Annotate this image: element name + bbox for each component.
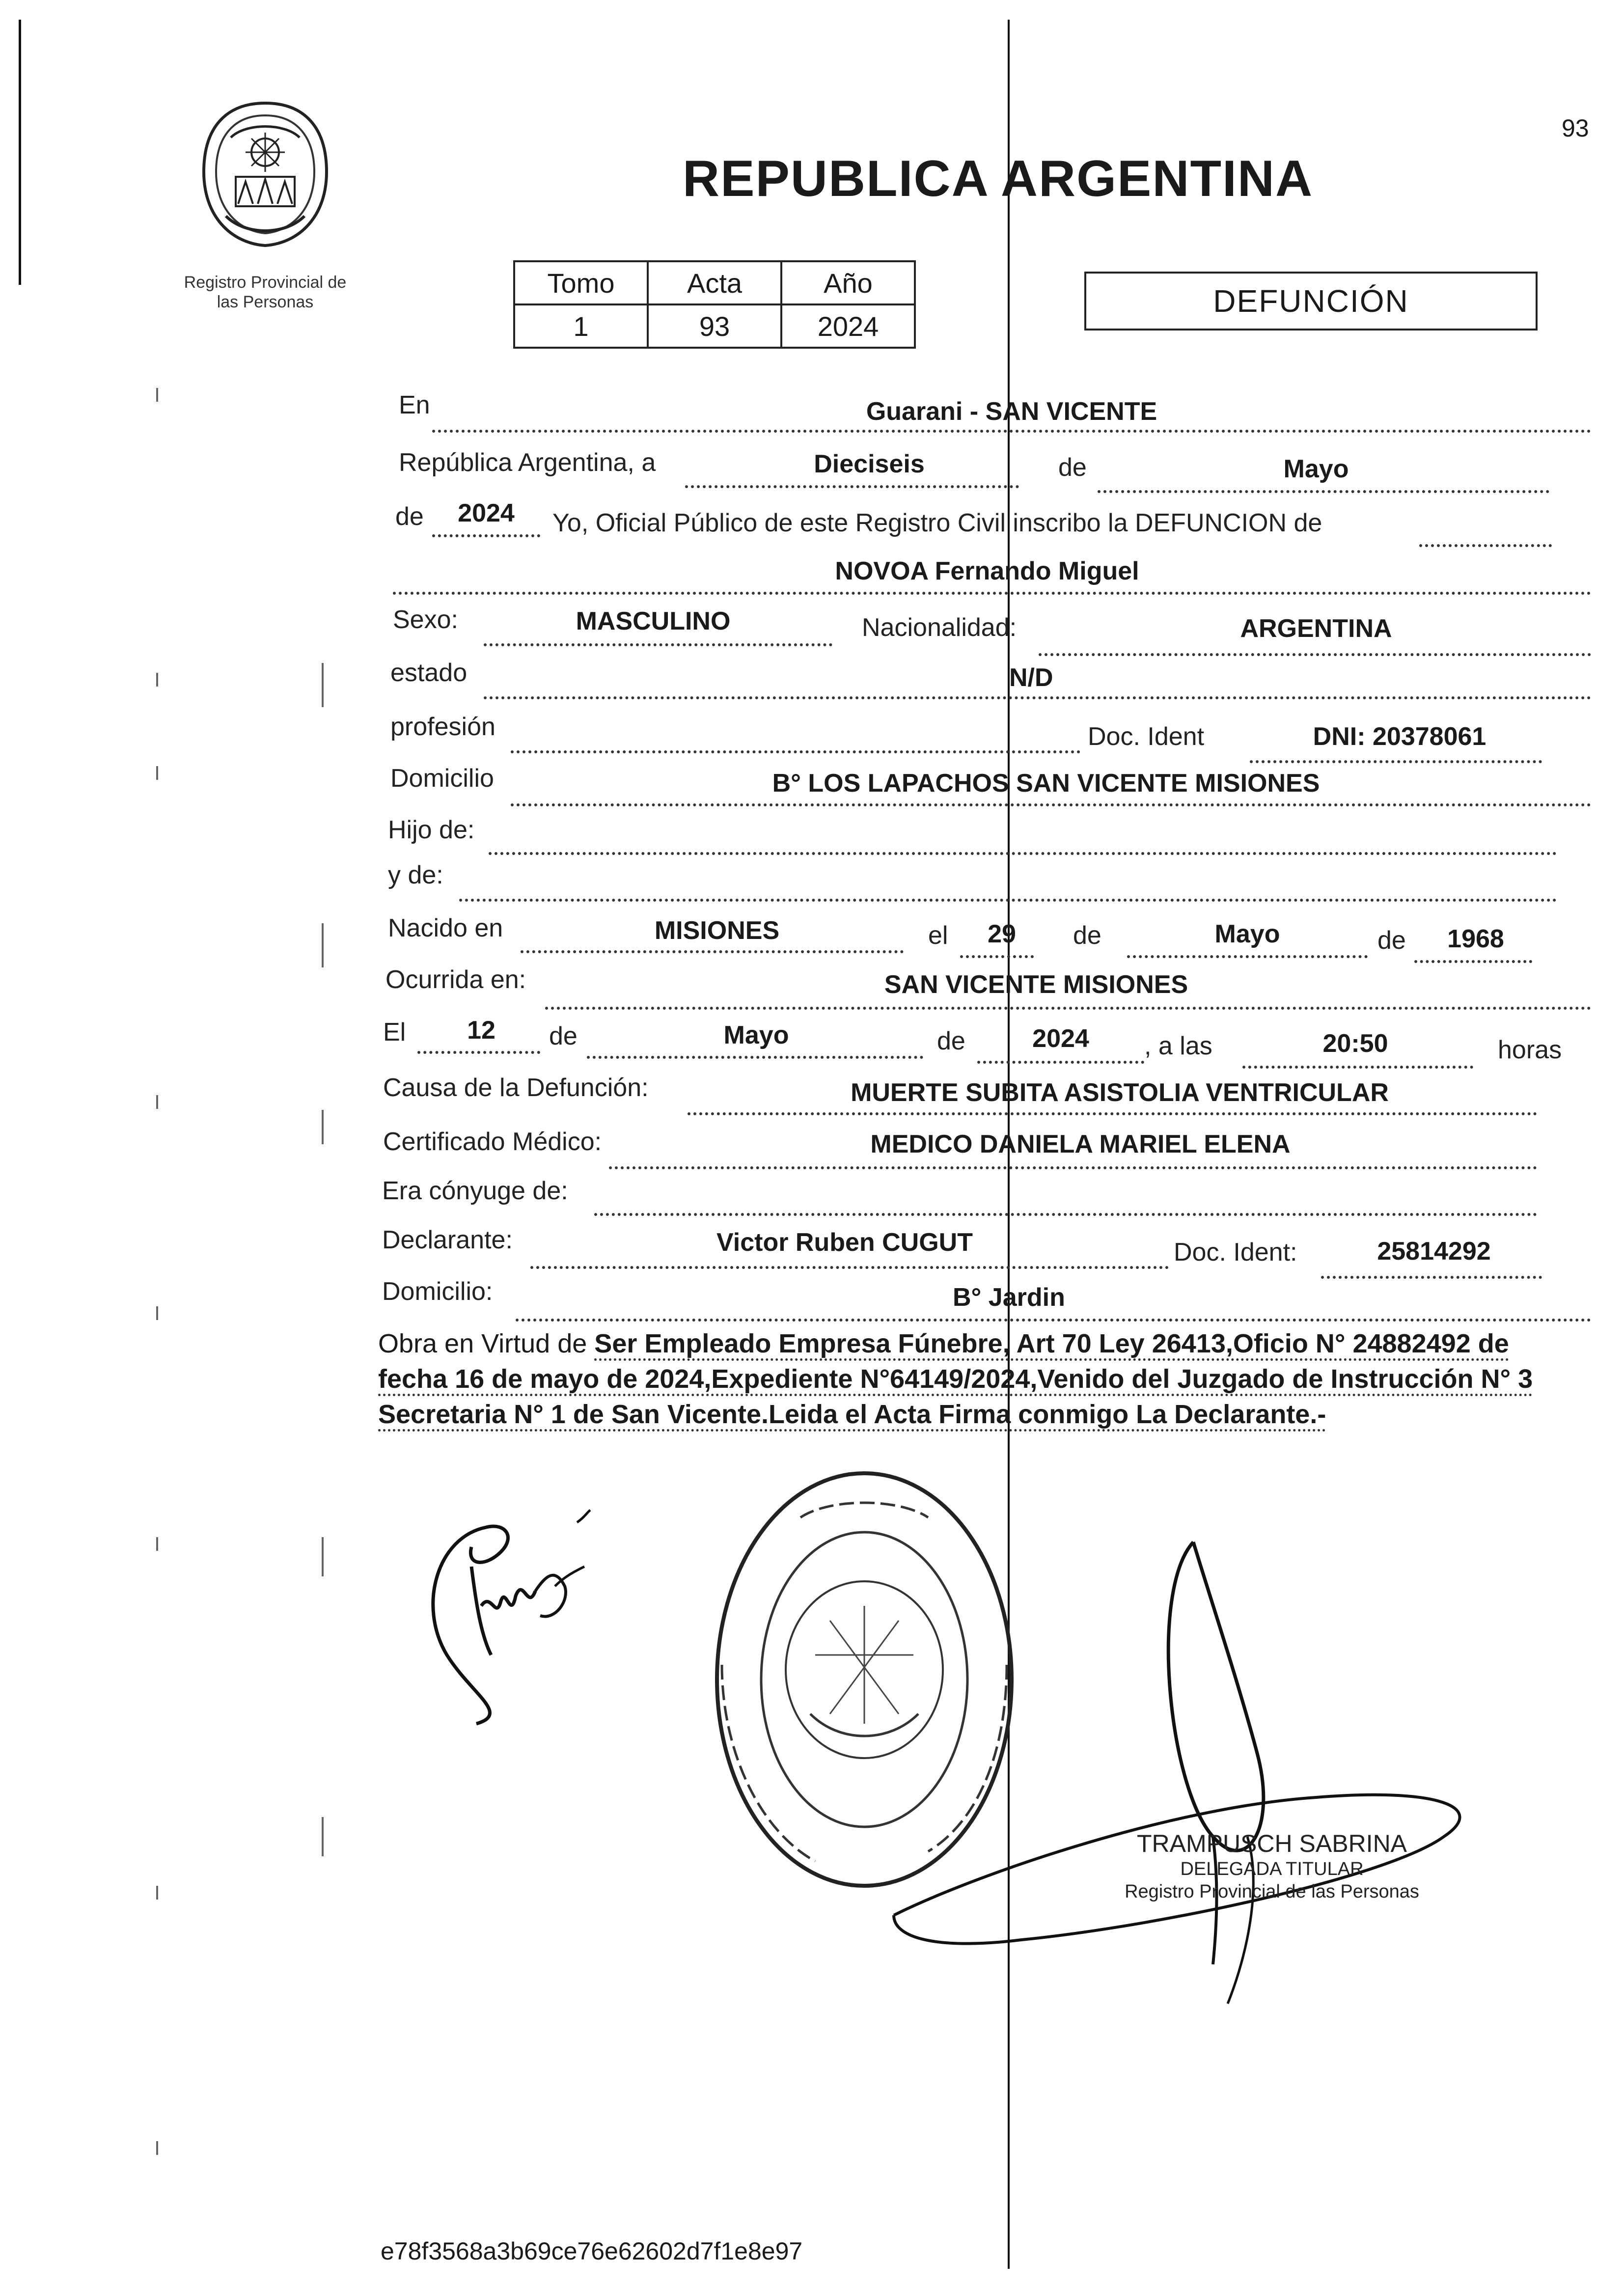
seal-caption-line2: las Personas (217, 293, 314, 311)
registry-table (513, 260, 916, 349)
nac-anio-dotted-line (1414, 960, 1532, 963)
estado-value: N/D (1009, 663, 1053, 692)
en-value: Guarani - SAN VICENTE (866, 397, 1157, 426)
fall-de-label: de (549, 1022, 578, 1050)
el-label: el (928, 921, 948, 950)
ocurrida-label: Ocurrida en: (385, 965, 526, 994)
registry-value-anio: 2024 (781, 304, 915, 348)
dia-value: Dieciseis (814, 450, 925, 478)
provincial-seal-icon (196, 98, 334, 250)
declarante-dotted-line (530, 1266, 1169, 1269)
document-type-box: DEFUNCIÓN (1084, 272, 1538, 331)
certificado-dotted-line (609, 1166, 1537, 1169)
conyuge-dotted-line (594, 1213, 1537, 1216)
seal-caption-line1: Registro Provincial de (184, 273, 347, 292)
decl-doc-dotted-line (1321, 1276, 1542, 1279)
en-dotted-line (432, 430, 1591, 433)
sexo-label: Sexo: (393, 606, 458, 634)
sexo-value: MASCULINO (576, 607, 731, 635)
doc-ident-value: DNI: 20378061 (1313, 722, 1486, 751)
hora-value: 20:50 (1322, 1029, 1388, 1058)
el2-label: El (383, 1018, 406, 1047)
fall-anio-dotted-line (977, 1061, 1144, 1064)
domicilio-dotted-line (511, 803, 1591, 806)
nac-mes-dotted-line (1127, 955, 1368, 958)
doc-ident-label: Doc. Ident (1088, 722, 1205, 751)
certificado-value: MEDICO DANIELA MARIEL ELENA (870, 1130, 1291, 1158)
official-name: TRAMPUSCH SABRINA (1136, 1830, 1407, 1857)
anio-value: 2024 (458, 499, 515, 527)
registry-header-anio: Año (781, 261, 915, 304)
seal-caption (162, 273, 368, 312)
republica-label: República Argentina, a (399, 448, 656, 477)
fall-mes-value: Mayo (723, 1021, 789, 1049)
estado-dotted-line (484, 696, 1591, 699)
official-signature (874, 1532, 1503, 2018)
official-office: Registro Provincial de las Personas (1125, 1881, 1419, 1902)
nombre-value: NOVOA Fernando Miguel (835, 557, 1139, 585)
yde-dotted-line (459, 899, 1557, 902)
declarante-label: Declarante: (382, 1226, 513, 1254)
ocurrida-value: SAN VICENTE MISIONES (884, 970, 1188, 999)
mes-dotted-line (1098, 490, 1549, 493)
nac-de-label: de (1073, 921, 1101, 950)
scan-edge-line (19, 20, 21, 285)
dia-dotted-line (685, 485, 1019, 488)
nac-mes-value: Mayo (1214, 920, 1280, 948)
certificado-label: Certificado Médico: (383, 1128, 602, 1156)
domicilio-label: Domicilio (390, 764, 494, 793)
horas-label: horas (1498, 1036, 1562, 1064)
registry-value-acta: 93 (648, 304, 781, 348)
conyuge-label: Era cónyuge de: (382, 1177, 568, 1205)
decl-domicilio-label: Domicilio: (382, 1277, 493, 1306)
doc-ident-dotted-line (1250, 760, 1542, 763)
nac-dia-dotted-line (960, 955, 1034, 958)
causa-value: MUERTE SUBITA ASISTOLIA VENTRICULAR (851, 1078, 1389, 1107)
nacido-dotted-line (521, 950, 904, 953)
official-name-stamp (1100, 1829, 1444, 1903)
nombre-dotted-line (393, 592, 1591, 595)
official-role: DELEGADA TITULAR (1180, 1859, 1364, 1879)
decl-domicilio-value: B° Jardin (953, 1283, 1065, 1312)
de2-label: de (395, 502, 424, 531)
hijo-dotted-line (489, 852, 1557, 855)
inscribo-dotted-line (1419, 544, 1552, 547)
hora-dotted-line (1242, 1066, 1473, 1069)
en-label: En (399, 391, 430, 419)
profesion-label: profesión (390, 713, 495, 741)
causa-label: Causa de la Defunción: (383, 1074, 649, 1102)
yde-label: y de: (388, 861, 443, 889)
nac-dia-value: 29 (988, 920, 1016, 948)
causa-dotted-line (688, 1112, 1537, 1115)
sexo-dotted-line (484, 643, 832, 646)
nacido-value: MISIONES (654, 916, 780, 945)
document-title: REPUBLICA ARGENTINA (683, 150, 1314, 207)
ocurrida-dotted-line (545, 1007, 1591, 1010)
nacionalidad-value: ARGENTINA (1240, 614, 1392, 643)
registry-value-tomo: 1 (514, 304, 648, 348)
decl-domicilio-dotted-line (516, 1319, 1591, 1322)
anio-dotted-line (432, 534, 540, 537)
fall-de2-label: de (937, 1027, 965, 1055)
nac-de2-label: de (1377, 926, 1406, 955)
estado-label: estado (390, 659, 468, 687)
declarant-signature (408, 1508, 604, 1734)
obra-label: Obra en Virtud de (378, 1329, 587, 1358)
footer-hash: e78f3568a3b69ce76e62602d7f1e8e97 (381, 2237, 803, 2265)
registry-table-header-row (514, 261, 915, 304)
domicilio-value: B° LOS LAPACHOS SAN VICENTE MISIONES (772, 769, 1320, 798)
decl-doc-value: 25814292 (1377, 1237, 1491, 1266)
declarante-value: Victor Ruben CUGUT (716, 1228, 973, 1257)
mes-value: Mayo (1283, 455, 1349, 483)
hijo-label: Hijo de: (388, 816, 475, 844)
registry-header-tomo: Tomo (514, 261, 648, 304)
registry-table-value-row (514, 304, 915, 348)
fall-dia-value: 12 (467, 1016, 495, 1045)
obra-text: Ser Empleado Empresa Fúnebre, Art 70 Ley 26413,Oficio N° 24882492 de fecha 16 de mayo de 2024,Expediente N°64149/2024,Venido del Juzgado de Instrucción N° 3 Secretaria N° 1 de San Vicente.Leida el Acta Firma conmigo La Declarante.- (378, 1329, 1533, 1432)
nac-anio-value: 1968 (1447, 925, 1504, 953)
nacionalidad-dotted-line (1039, 653, 1591, 656)
nacido-label: Nacido en (388, 914, 503, 942)
de-label: de (1058, 453, 1087, 482)
fall-mes-dotted-line (587, 1056, 923, 1059)
page-number: 93 (1562, 114, 1589, 142)
registry-header-acta: Acta (648, 261, 781, 304)
fall-anio-value: 2024 (1032, 1024, 1089, 1053)
decl-doc-label: Doc. Ident: (1174, 1238, 1297, 1267)
obra-paragraph (378, 1326, 1581, 1432)
profesion-dotted-line (511, 750, 1080, 753)
fall-dia-dotted-line (417, 1051, 540, 1054)
inscribo-text: Yo, Oficial Público de este Registro Civil inscribo la DEFUNCION de (552, 509, 1322, 537)
alas-label: , a las (1144, 1032, 1212, 1060)
nacionalidad-label: Nacionalidad: (862, 613, 1017, 642)
